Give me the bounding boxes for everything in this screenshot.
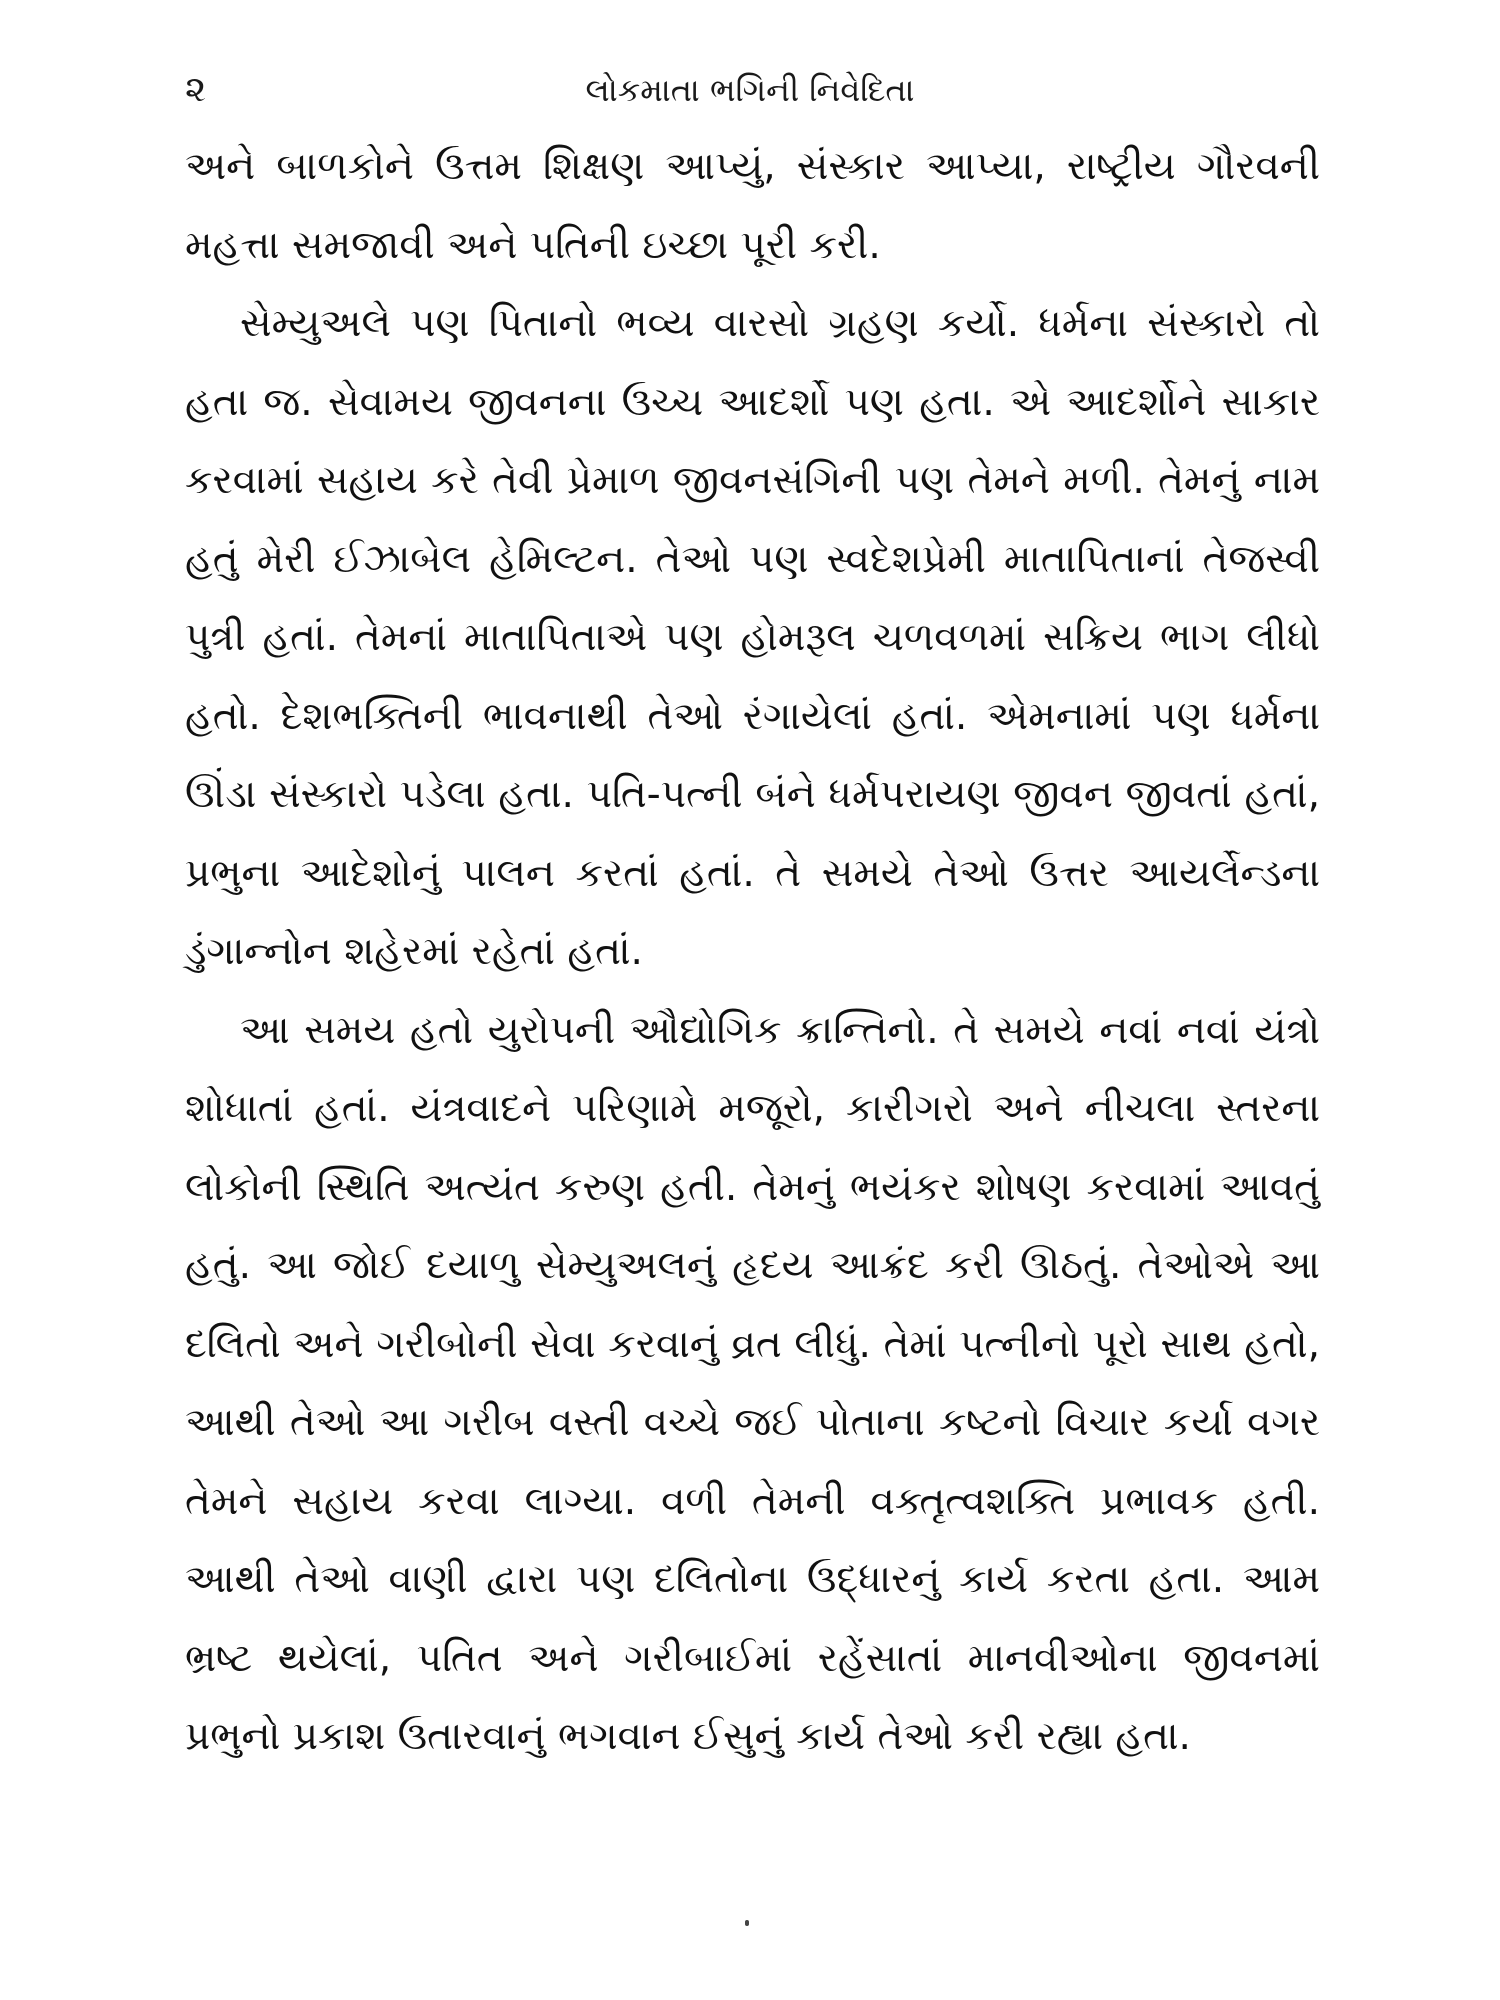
paragraph-2: સેમ્યુઅલે પણ પિતાનો ભવ્ય વારસો ગ્રહણ કર્યો. ધર્મના સંસ્કારો તો હતા જ. સેવામય જીવનના ઉચ્ચ આદર્શો પણ હતા. એ આદર્શોને સાકાર કરવામાં સહાય કરે તેવી પ્રેમાળ જીવનસંગિની પણ તેમને મળી. તેમનું નામ હતું મેરી ઈઝાબેલ હેમિલ્ટન. તેઓ પણ સ્વદેશપ્રેમી માતાપિતાનાં તેજસ્વી પુત્રી હતાં. તેમનાં માતાપિતાએ પણ હોમરૂલ ચળવળમાં સક્રિય ભાગ લીધો હતો. દેશભક્તિની ભાવનાથી તેઓ રંગાયેલાં હતાં. એમનામાં પણ ધર્મના ઊંડા સંસ્કારો પડેલા હતા. પતિ-પત્ની બંને ધર્મપરાયણ જીવન જીવતાં હતાં, પ્રભુના આદેશોનું પાલન કરતાં હતાં. તે સમયે તેઓ ઉત્તર આયર્લેન્ડના ડુંગાન્નોન શહેરમાં રહેતાં હતાં. (185, 301, 1320, 974)
running-title: લોકમાતા ભગિની નિવેદિતા (585, 71, 915, 109)
running-header (185, 62, 1315, 122)
print-speck (745, 1920, 749, 1926)
paragraph-1: અને બાળકોને ઉત્તમ શિક્ષણ આપ્યું, સંસ્કાર આપ્યા, રાષ્ટ્રીય ગૌરવની મહત્તા સમજાવી અને પતિની ઇચ્છા પૂરી કરી. (185, 144, 1320, 268)
paragraph-3: આ સમય હતો યુરોપની ઔદ્યોગિક ક્રાન્તિનો. તે સમયે નવાં નવાં યંત્રો શોધાતાં હતાં. યંત્રવાદને પરિણામે મજૂરો, કારીગરો અને નીચલા સ્તરના લોકોની સ્થિતિ અત્યંત કરુણ હતી. તેમનું ભયંકર શોષણ કરવામાં આવતું હતું. આ જોઈ દયાળુ સેમ્યુઅલનું હૃદય આક્રંદ કરી ઊઠતું. તેઓએ આ દલિતો અને ગરીબોની સેવા કરવાનું વ્રત લીધું. તેમાં પત્નીનો પૂરો સાથ હતો, આથી તેઓ આ ગરીબ વસ્તી વચ્ચે જઈ પોતાના કષ્ટનો વિચાર કર્યા વગર તેમને સહાય કરવા લાગ્યા. વળી તેમની વક્તૃત્વશક્તિ પ્રભાવક હતી. આથી તેઓ વાણી દ્વારા પણ દલિતોના ઉદ્ધારનું કાર્ય કરતા હતા. આમ ભ્રષ્ટ થયેલાં, પતિત અને ગરીબાઈમાં રહેંસાતાં માનવીઓના જીવનમાં પ્રભુનો પ્રકાશ ઉતારવાનું ભગવાન ઈસુનું કાર્ય તેઓ કરી રહ્યા હતા. (185, 1007, 1320, 1759)
page-number: ૨ (185, 69, 207, 110)
body-text (185, 128, 1320, 1777)
